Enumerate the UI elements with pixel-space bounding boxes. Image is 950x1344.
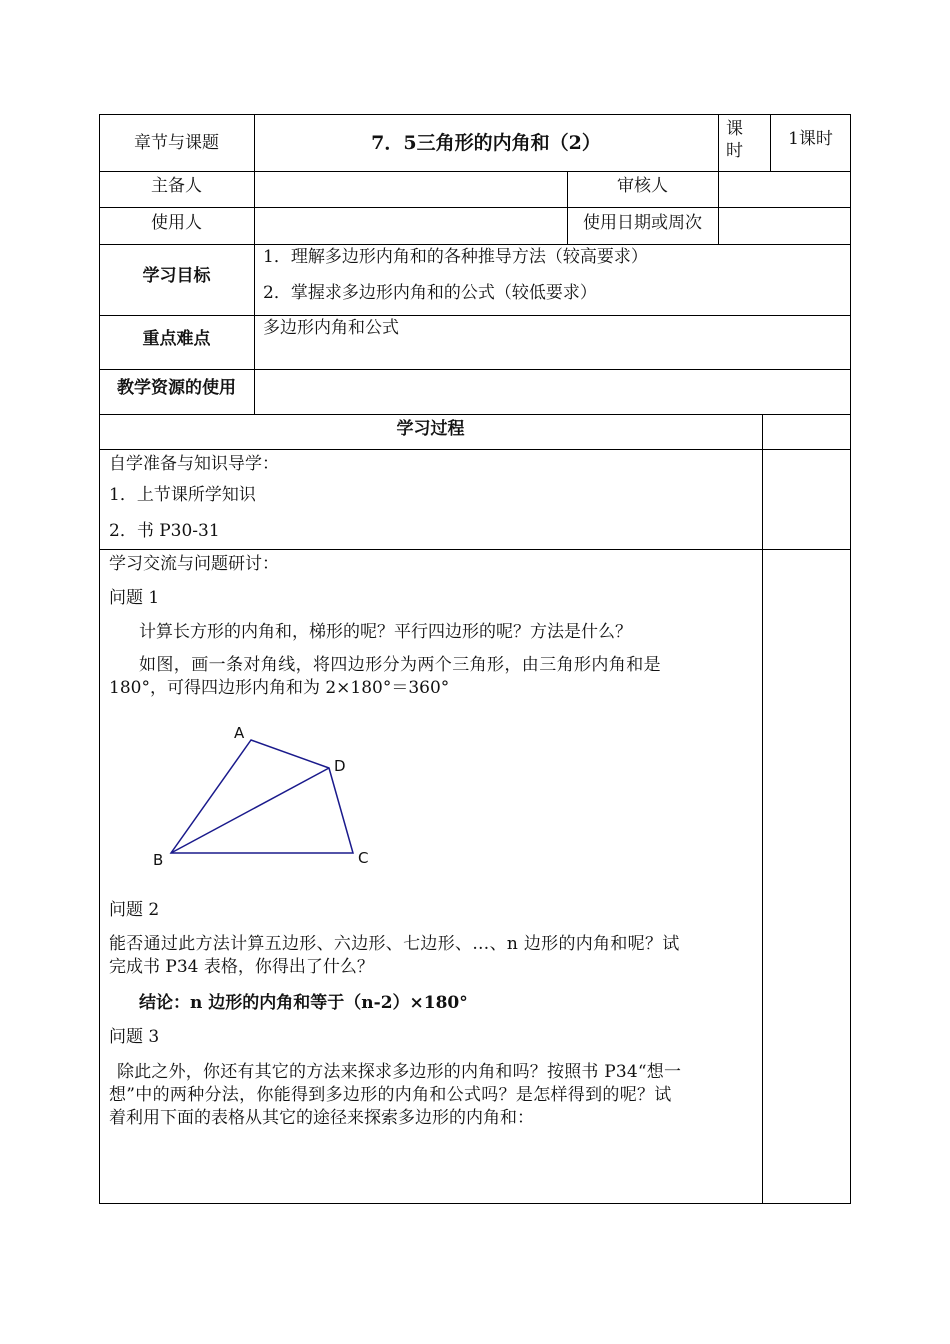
row-divider — [99, 449, 851, 450]
quadrilateral-abcd — [171, 740, 353, 853]
col-divider — [762, 414, 763, 1204]
period-label: 课时 — [726, 119, 743, 161]
question-2-text-line-1: 能否通过此方法计算五边形、六边形、七边形、…、n 边形的内角和呢？试 — [109, 934, 680, 954]
user-value — [260, 212, 560, 240]
preparer-value — [260, 176, 560, 204]
user-label: 使用人 — [151, 213, 202, 233]
goals-label: 学习目标 — [142, 265, 211, 286]
resources-value — [263, 375, 843, 405]
vertex-label-b: B — [153, 851, 164, 869]
question-1-explain-line-1: 如图，画一条对角线，将四边形分为两个三角形，由三角形内角和是 — [139, 655, 661, 675]
reviewer-label: 审核人 — [617, 176, 668, 196]
question-2-text-line-2: 完成书 P34 表格，你得出了什么？ — [109, 957, 374, 977]
question-2-label: 问题 2 — [109, 900, 160, 920]
question-1-explain-line-2: 180°，可得四边形内角和为 2×180°＝360° — [109, 678, 450, 698]
chapter-label: 章节与课题 — [134, 132, 219, 153]
discussion-heading: 学习交流与问题研讨： — [109, 554, 279, 574]
question-3-text-line-1: 除此之外，你还有其它的方法来探求多边形的内角和吗？按照书 P34“想一 — [117, 1062, 682, 1082]
period-value: 1课时 — [788, 129, 833, 149]
vertex-label-a: A — [234, 724, 245, 742]
goal-item-2: 2．掌握求多边形内角和的公式（较低要求） — [263, 283, 597, 303]
diagonal-bd — [171, 768, 329, 853]
key-points-value: 多边形内角和公式 — [263, 318, 399, 338]
date-label: 使用日期或周次 — [583, 213, 702, 233]
question-1-label: 问题 1 — [109, 588, 160, 608]
goal-item-1: 1．理解多边形内角和的各种推导方法（较高要求） — [263, 247, 648, 267]
col-divider — [718, 114, 719, 244]
question-3-text-line-3: 着利用下面的表格从其它的途径来探索多边形的内角和： — [109, 1108, 534, 1128]
question-1-text: 计算长方形的内角和，梯形的呢？平行四边形的呢？方法是什么？ — [139, 622, 632, 642]
lesson-title: 7．5三角形的内角和（2） — [371, 131, 601, 154]
row-divider — [99, 549, 851, 550]
resources-label: 教学资源的使用 — [117, 378, 236, 398]
conclusion: 结论：n 边形的内角和等于（n-2）×180° — [139, 993, 468, 1013]
quadrilateral-figure — [140, 715, 400, 875]
prep-item-1: 1．上节课所学知识 — [109, 485, 256, 505]
vertex-label-d: D — [334, 757, 346, 775]
preparer-label: 主备人 — [151, 176, 202, 196]
date-value — [724, 212, 844, 240]
question-3-text-line-2: 想”中的两种分法，你能得到多边形的内角和公式吗？是怎样得到的呢？试 — [109, 1085, 672, 1105]
key-points-label: 重点难点 — [142, 328, 211, 349]
prep-item-2: 2．书 P30-31 — [109, 521, 220, 541]
vertex-label-c: C — [358, 849, 369, 867]
reviewer-value — [724, 176, 844, 204]
process-title: 学习过程 — [396, 419, 465, 439]
question-3-label: 问题 3 — [109, 1027, 160, 1047]
prep-heading: 自学准备与知识导学： — [109, 454, 279, 474]
